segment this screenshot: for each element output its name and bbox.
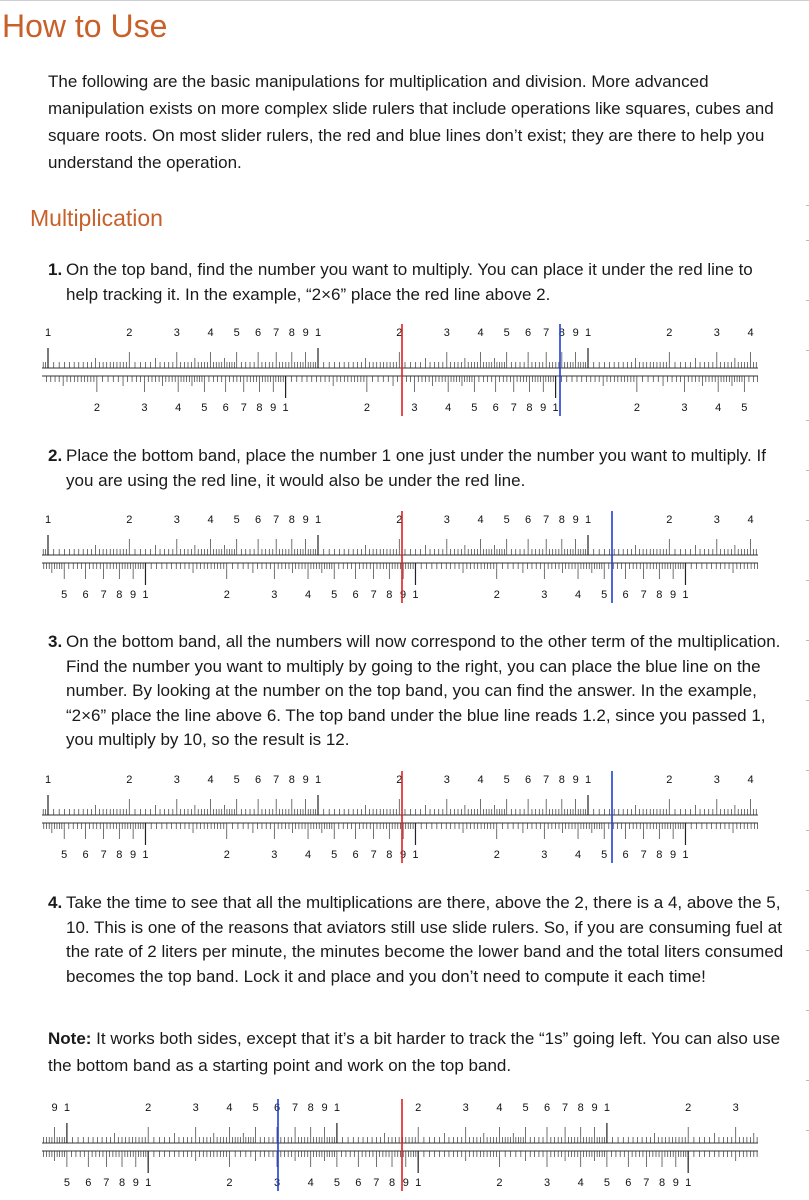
ruler-label: 4 — [574, 849, 582, 861]
ruler-label: 4 — [496, 1102, 503, 1114]
ruler-label: 3 — [443, 327, 450, 339]
ruler-label: 9 — [302, 774, 309, 786]
step-4 — [48, 891, 788, 989]
ruler-label: 6 — [543, 1102, 551, 1114]
ruler-label: 1 — [584, 514, 592, 526]
ruler-label: 9 — [672, 1177, 679, 1189]
ruler-label: 2 — [633, 402, 640, 414]
ruler-label: 1 — [603, 1102, 610, 1114]
ruler-label: 8 — [526, 402, 533, 414]
ruler-label: 1 — [314, 327, 322, 339]
ruler-label: 2 — [666, 514, 673, 526]
ruler-label: 9 — [400, 849, 407, 861]
ruler-label: 2 — [415, 1102, 422, 1114]
ruler-label: 3 — [732, 1102, 739, 1114]
ruler-label: 6 — [255, 514, 262, 526]
slide-ruler-4[interactable] — [0, 1093, 809, 1193]
ruler-label: 3 — [462, 1102, 469, 1114]
ruler-svg — [0, 765, 809, 865]
ruler-label: 8 — [658, 1177, 666, 1189]
ruler-label: 1 — [412, 589, 419, 601]
ruler-label: 7 — [640, 849, 647, 861]
ruler-label: 5 — [63, 1177, 70, 1189]
section-title: Multiplication — [30, 205, 163, 231]
ruler-label: 6 — [625, 1177, 632, 1189]
ruler-label: 8 — [116, 849, 123, 861]
ruler-label: 4 — [715, 402, 722, 414]
ruler-label: 7 — [562, 1102, 569, 1114]
ruler-label: 6 — [85, 1177, 92, 1189]
ruler-label: 8 — [118, 1177, 126, 1189]
ruler-label: 6 — [352, 849, 359, 861]
ruler-label: 2 — [493, 589, 500, 601]
ruler-label: 9 — [572, 327, 579, 339]
ruler-label: 5 — [331, 589, 338, 601]
ruler-label: 3 — [443, 774, 450, 786]
ruler-label: 3 — [713, 514, 720, 526]
ruler-label: 2 — [363, 402, 370, 414]
ruler-label: 8 — [558, 327, 565, 339]
ruler-label: 2 — [396, 774, 403, 786]
ruler-label: 3 — [173, 774, 180, 786]
ruler-label: 7 — [273, 327, 280, 339]
ruler-label: 5 — [233, 514, 240, 526]
ruler-label: 2 — [145, 1102, 152, 1114]
ruler-label: 7 — [510, 402, 517, 414]
ruler-label: 4 — [574, 589, 582, 601]
ruler-label: 7 — [370, 849, 377, 861]
ruler-label: 3 — [141, 402, 148, 414]
ruler-label: 8 — [558, 514, 565, 526]
ruler-label: 7 — [543, 327, 550, 339]
ruler-label: 7 — [100, 589, 107, 601]
step-number: 4. — [48, 893, 63, 912]
ruler-label: 9 — [670, 849, 677, 861]
ruler-label: 2 — [396, 327, 403, 339]
ruler-label: 3 — [273, 1177, 281, 1189]
step-number: 3. — [48, 632, 63, 651]
ruler-label: 2 — [223, 849, 230, 861]
ruler-label: 3 — [713, 774, 720, 786]
ruler-label: 5 — [601, 589, 608, 601]
ruler-label: 5 — [503, 327, 510, 339]
step-1 — [48, 258, 788, 307]
ruler-label: 8 — [656, 849, 663, 861]
ruler-label: 3 — [543, 1177, 551, 1189]
ruler-label: 4 — [747, 327, 754, 339]
intro-paragraph: The following are the basic manipulations for multiplication and division. More advanced manipulation exists on more complex slide rulers that include operations like squares, cubes and square roots. On most slider rulers, the red and blue lines don’t exist; they are there to help you understand the operation. — [48, 72, 774, 172]
ruler-label: 7 — [292, 1102, 299, 1114]
ruler-label: 9 — [591, 1102, 598, 1114]
ruler-label: 1 — [584, 774, 592, 786]
ruler-label: 5 — [331, 849, 338, 861]
ruler-label: 8 — [288, 327, 295, 339]
ruler-label: 2 — [666, 327, 673, 339]
ruler-label: 6 — [82, 849, 89, 861]
ruler-label: 1 — [412, 849, 419, 861]
ruler-label: 6 — [255, 774, 262, 786]
ruler-label: 1 — [63, 1102, 70, 1114]
ruler-label: 5 — [233, 327, 240, 339]
ruler-label: 6 — [622, 589, 629, 601]
ruler-label: 6 — [622, 849, 629, 861]
ruler-label: 2 — [223, 589, 230, 601]
ruler-label: 4 — [577, 1177, 584, 1189]
ruler-label: 3 — [411, 402, 418, 414]
ruler-label: 2 — [493, 849, 500, 861]
ruler-label: 9 — [130, 849, 137, 861]
ruler-label: 6 — [82, 589, 89, 601]
ruler-label: 3 — [713, 327, 720, 339]
ruler-label: 5 — [503, 514, 510, 526]
ruler-label: 1 — [415, 1177, 422, 1189]
ruler-label: 1 — [44, 774, 52, 786]
ruler-label: 5 — [522, 1102, 529, 1114]
ruler-label: 1 — [44, 514, 52, 526]
ruler-label: 3 — [173, 514, 180, 526]
ruler-label: 8 — [386, 589, 393, 601]
ruler-label: 7 — [103, 1177, 110, 1189]
ruler-label: 8 — [656, 589, 663, 601]
ruler-label: 3 — [271, 589, 278, 601]
ruler-label: 4 — [307, 1177, 314, 1189]
ruler-label: 1 — [682, 589, 689, 601]
ruler-label: 4 — [207, 774, 214, 786]
ruler-label: 5 — [201, 402, 208, 414]
ruler-label: 9 — [402, 1177, 409, 1189]
ruler-label: 7 — [373, 1177, 380, 1189]
step-2 — [48, 444, 788, 493]
step-text: Place the bottom band, place the number 1 one just under the number you want to multiply. If you are using the red line, it would also be under the red line. — [66, 446, 766, 490]
step-text: On the top band, find the number you want to multiply. You can place it under the red line to help tracking it. In the example, “2×6” place the red line above 2. — [66, 260, 753, 304]
ruler-label: 9 — [302, 327, 309, 339]
ruler-label: 8 — [558, 774, 565, 786]
ruler-label: 7 — [273, 774, 280, 786]
ruler-label: 6 — [525, 327, 532, 339]
ruler-label: 5 — [503, 774, 510, 786]
ruler-label: 9 — [132, 1177, 139, 1189]
ruler-label: 3 — [173, 327, 180, 339]
ruler-label: 4 — [304, 589, 312, 601]
ruler-svg — [0, 505, 809, 605]
ruler-label: 5 — [601, 849, 608, 861]
ruler-label: 7 — [640, 589, 647, 601]
ruler-label: 5 — [471, 402, 478, 414]
ruler-label: 6 — [492, 402, 499, 414]
ruler-label: 6 — [273, 1102, 281, 1114]
ruler-label: 6 — [352, 589, 359, 601]
ruler-label: 3 — [541, 849, 548, 861]
ruler-label: 2 — [666, 774, 673, 786]
ruler-svg — [0, 318, 809, 418]
ruler-label: 8 — [386, 849, 393, 861]
ruler-label: 6 — [255, 327, 262, 339]
ruler-label: 9 — [670, 589, 677, 601]
ruler-label: 5 — [603, 1177, 610, 1189]
ruler-label: 1 — [685, 1177, 692, 1189]
ruler-label: 1 — [584, 327, 592, 339]
ruler-label: 5 — [741, 402, 748, 414]
ruler-label: 1 — [44, 327, 52, 339]
ruler-label: 2 — [226, 1177, 233, 1189]
ruler-label: 1 — [145, 1177, 152, 1189]
ruler-label: 3 — [192, 1102, 199, 1114]
ruler-label: 2 — [126, 327, 133, 339]
ruler-label: 2 — [126, 514, 133, 526]
ruler-label: 4 — [747, 514, 754, 526]
ruler-label: 8 — [288, 514, 295, 526]
ruler-label: 7 — [370, 589, 377, 601]
note-text: It works both sides, except that it’s a bit harder to track the “1s” going left. You can also use the bottom band as a starting point and work on the top band. — [48, 1029, 781, 1075]
step-text: On the bottom band, all the numbers will now correspond to the other term of the multiplication. Find the number you want to multiply by going to the right, you can place the blue line on the number. By looking at the number on the top band, you can find the answer. In the example, “2×6” place the line above 6. The top band under the blue line reads 1.2, since you passed 1, you multiply by 10, so the result is 12. — [66, 632, 781, 749]
ruler-label: 7 — [100, 849, 107, 861]
ruler-label: 6 — [222, 402, 229, 414]
top-divider — [0, 0, 809, 1]
ruler-label: 2 — [93, 402, 100, 414]
ruler-label: 1 — [682, 849, 689, 861]
ruler-label: 9 — [572, 514, 579, 526]
ruler-label: 7 — [543, 774, 550, 786]
ruler-label: 7 — [273, 514, 280, 526]
ruler-label: 9 — [51, 1102, 58, 1114]
ruler-label: 3 — [541, 589, 548, 601]
ruler-label: 6 — [525, 514, 532, 526]
ruler-label: 1 — [552, 402, 559, 414]
ruler-label: 3 — [681, 402, 688, 414]
ruler-label: 8 — [116, 589, 123, 601]
ruler-label: 5 — [252, 1102, 259, 1114]
ruler-label: 8 — [256, 402, 263, 414]
ruler-label: 1 — [314, 514, 322, 526]
ruler-label: 4 — [477, 327, 484, 339]
ruler-label: 9 — [270, 402, 277, 414]
ruler-label: 2 — [685, 1102, 692, 1114]
ruler-label: 4 — [175, 402, 182, 414]
page-edge-marks — [805, 0, 809, 1200]
ruler-label: 5 — [233, 774, 240, 786]
ruler-label: 2 — [126, 774, 133, 786]
slide-ruler-2[interactable] — [0, 505, 809, 605]
ruler-label: 1 — [142, 849, 149, 861]
ruler-label: 4 — [207, 327, 214, 339]
ruler-label: 8 — [577, 1102, 584, 1114]
step-number: 1. — [48, 260, 63, 279]
ruler-label: 8 — [288, 774, 295, 786]
ruler-label: 8 — [388, 1177, 396, 1189]
ruler-label: 8 — [307, 1102, 314, 1114]
ruler-label: 9 — [302, 514, 309, 526]
ruler-label: 4 — [445, 402, 452, 414]
ruler-label: 5 — [333, 1177, 340, 1189]
ruler-label: 5 — [61, 849, 68, 861]
note-label: Note: — [48, 1029, 92, 1048]
page-title: How to Use — [2, 8, 168, 44]
ruler-label: 4 — [207, 514, 214, 526]
step-number: 2. — [48, 446, 63, 465]
ruler-label: 1 — [333, 1102, 340, 1114]
ruler-label: 4 — [226, 1102, 233, 1114]
ruler-label: 4 — [747, 774, 754, 786]
ruler-label: 6 — [525, 774, 532, 786]
ruler-label: 1 — [314, 774, 322, 786]
ruler-label: 9 — [572, 774, 579, 786]
ruler-label: 7 — [240, 402, 247, 414]
note-paragraph — [48, 1025, 788, 1079]
ruler-label: 4 — [304, 849, 312, 861]
ruler-label: 2 — [496, 1177, 503, 1189]
ruler-label: 5 — [61, 589, 68, 601]
ruler-label: 9 — [400, 589, 407, 601]
ruler-svg — [0, 1093, 809, 1193]
ruler-label: 3 — [443, 514, 450, 526]
slide-ruler-1[interactable] — [0, 318, 809, 418]
ruler-label: 9 — [540, 402, 547, 414]
ruler-label: 1 — [142, 589, 149, 601]
ruler-label: 9 — [130, 589, 137, 601]
ruler-label: 2 — [396, 514, 403, 526]
slide-ruler-3[interactable] — [0, 765, 809, 865]
ruler-label: 4 — [477, 774, 484, 786]
ruler-label: 4 — [477, 514, 484, 526]
ruler-label: 7 — [643, 1177, 650, 1189]
ruler-label: 7 — [543, 514, 550, 526]
step-3 — [48, 630, 788, 753]
ruler-label: 9 — [321, 1102, 328, 1114]
ruler-label: 3 — [271, 849, 278, 861]
step-text: Take the time to see that all the multiplications are there, above the 2, there is a 4, above the 5, 10. This is one of the reasons that aviators still use slide rulers. So, if you are consuming fuel at the rate of 2 liters per minute, the minutes become the lower band and the total liters consumed becomes the top band. Lock it and place and you don’t need to compute it each time! — [66, 893, 784, 986]
ruler-label: 1 — [282, 402, 289, 414]
ruler-label: 6 — [355, 1177, 362, 1189]
